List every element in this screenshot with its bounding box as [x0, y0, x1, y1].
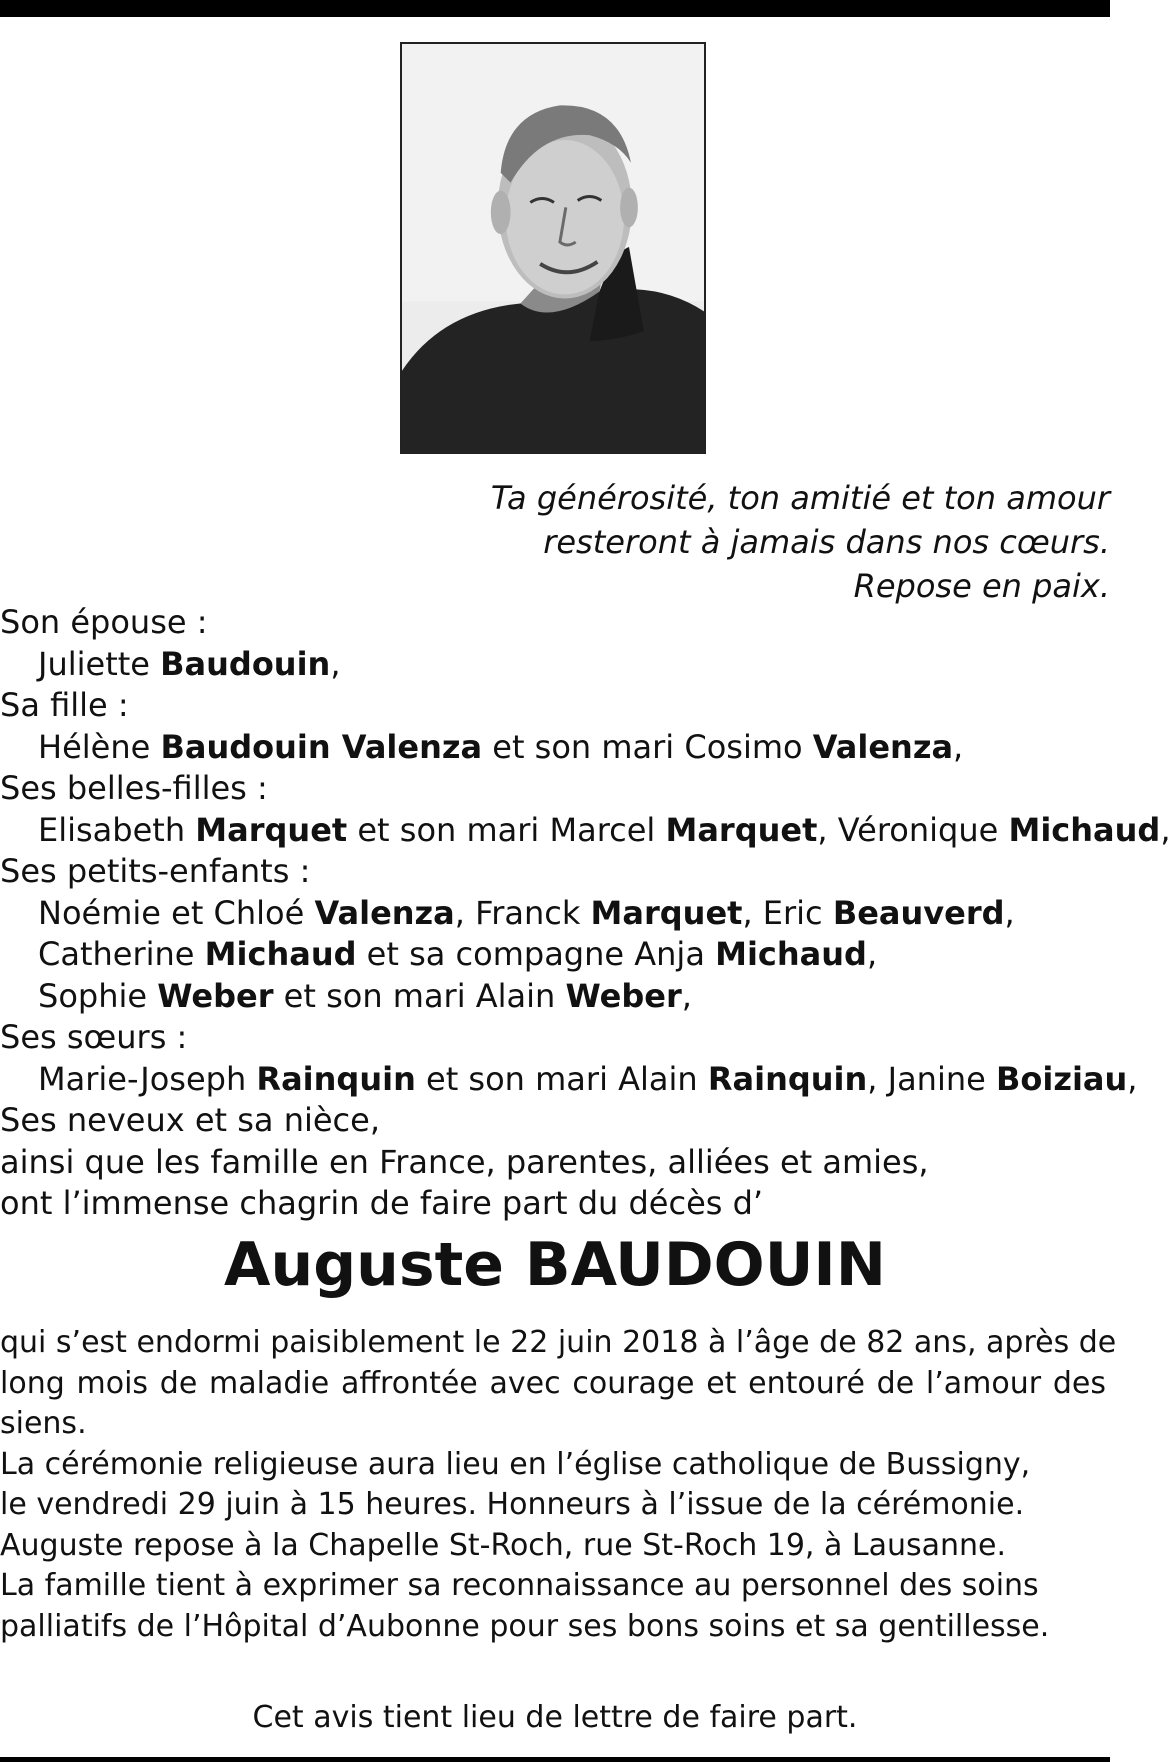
body-line: La cérémonie religieuse aura lieu en l’église catholique de Bussigny, — [0, 1446, 1031, 1482]
spouse-label: Son épouse : — [0, 603, 208, 641]
top-rule — [0, 0, 1110, 17]
portrait-illustration — [402, 44, 704, 452]
announcement-line: ont l’immense chagrin de faire part du décès d’ — [0, 1184, 764, 1222]
family-list — [0, 602, 1171, 1225]
inlaws-label: Ses belles-filles : — [0, 769, 268, 807]
relatives-line: ainsi que les famille en France, parentes, alliées et amies, — [0, 1142, 929, 1181]
sisters-entry: Marie-Joseph Rainquin et son mari Alain Rainquin, Janine Boiziau, — [38, 1059, 1138, 1098]
daughter-label: Sa fille : — [0, 686, 129, 724]
quote-line: Ta générosité, ton amitié et ton amour — [490, 479, 1110, 517]
closing-note: Cet avis tient lieu de lettre de faire part. — [252, 1700, 858, 1735]
spouse-entry: Juliette Baudouin, — [38, 644, 341, 683]
body-line: La famille tient à exprimer sa reconnaissance au personnel des soins — [0, 1568, 1039, 1603]
body-line: Auguste repose à la Chapelle St-Roch, rue St-Roch 19, à Lausanne. — [0, 1527, 1007, 1563]
quote-line: Repose en paix. — [853, 567, 1110, 605]
notice-body — [0, 1323, 1117, 1647]
body-line: palliatifs de l’Hôpital d’Aubonne pour ses bons soins et sa gentillesse. — [0, 1608, 1050, 1644]
body-line: long mois de maladie affrontée avec courage et entouré de l’amour des — [0, 1365, 1106, 1401]
nephews-line: Ses neveux et sa nièce, — [0, 1101, 380, 1139]
daughter-entry: Hélène Baudouin Valenza et son mari Cosimo Valenza, — [38, 727, 964, 766]
sisters-label: Ses sœurs : — [0, 1018, 188, 1056]
bottom-rule — [0, 1757, 1110, 1762]
portrait-photo — [400, 42, 706, 454]
grandchildren-entry: Noémie et Chloé Valenza, Franck Marquet, Eric Beauverd, — [38, 893, 1015, 932]
inlaws-entry: Elisabeth Marquet et son mari Marcel Marquet, Véronique Michaud, — [38, 810, 1171, 849]
quote-line: resteront à jamais dans nos cœurs. — [543, 523, 1110, 561]
grandchildren-entry: Sophie Weber et son mari Alain Weber, — [38, 976, 692, 1015]
body-line: qui s’est endormi paisiblement le 22 juin 2018 à l’âge de 82 ans, après de — [0, 1325, 1117, 1360]
body-line: le vendredi 29 juin à 15 heures. Honneurs à l’issue de la cérémonie. — [0, 1487, 1025, 1522]
deceased-name: Auguste BAUDOUIN — [224, 1230, 886, 1300]
memorial-quote — [390, 476, 1110, 608]
body-line: siens. — [0, 1406, 87, 1441]
grandchildren-label: Ses petits-enfants : — [0, 852, 311, 890]
grandchildren-entry: Catherine Michaud et sa compagne Anja Michaud, — [38, 935, 878, 973]
